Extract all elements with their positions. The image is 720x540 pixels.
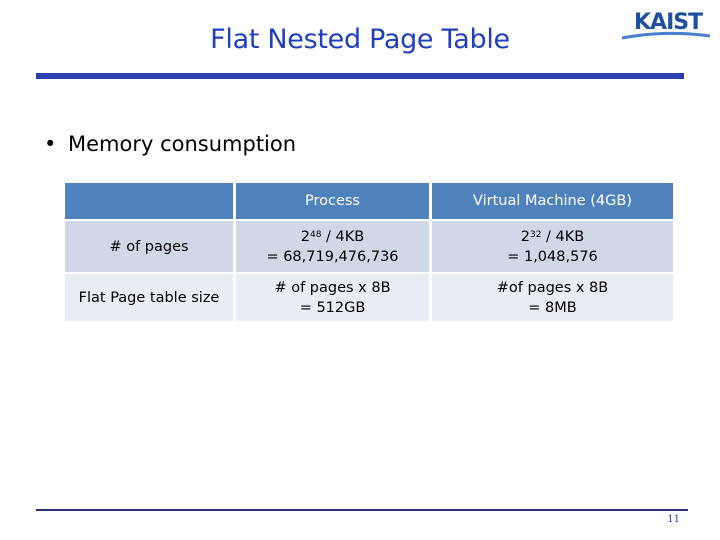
bullet-item (44, 132, 296, 156)
cell-line (236, 227, 429, 247)
power-exponent: 48 (309, 229, 322, 240)
cell-process-pages (236, 221, 429, 272)
header-cell-vm: Virtual Machine (4GB) (432, 183, 673, 219)
cell-line: = 8MB (528, 299, 577, 316)
cell-process-size (236, 274, 429, 321)
row-label: # of pages (65, 221, 233, 272)
table-row (65, 221, 673, 272)
cell-line: #of pages x 8B (496, 279, 609, 296)
header-cell-process: Process (236, 183, 429, 219)
slide-title: Flat Nested Page Table (210, 24, 510, 55)
power-exponent: 32 (529, 229, 542, 240)
bullet-dot-icon: • (44, 132, 57, 156)
header-cell-empty (65, 183, 233, 219)
comparison-table (62, 181, 676, 323)
cell-line (432, 227, 673, 247)
footer-divider (36, 509, 688, 511)
cell-line: = 68,719,476,736 (266, 248, 399, 265)
table-header-row (65, 183, 673, 219)
bullet-text: Memory consumption (68, 132, 297, 156)
power-base: 2 (300, 228, 310, 245)
power-rest: / 4KB (541, 228, 585, 245)
cell-line: = 512GB (299, 299, 366, 316)
power-rest: / 4KB (321, 228, 365, 245)
page-number: 11 (667, 514, 680, 525)
cell-vm-size (432, 274, 673, 321)
logo-text: KAIST (634, 10, 703, 35)
cell-line: # of pages x 8B (274, 279, 391, 296)
power-base: 2 (520, 228, 530, 245)
kaist-logo (620, 8, 712, 44)
title-divider (36, 73, 684, 79)
table-row (65, 274, 673, 321)
row-label: Flat Page table size (65, 274, 233, 321)
cell-line: = 1,048,576 (507, 248, 598, 265)
cell-vm-pages (432, 221, 673, 272)
